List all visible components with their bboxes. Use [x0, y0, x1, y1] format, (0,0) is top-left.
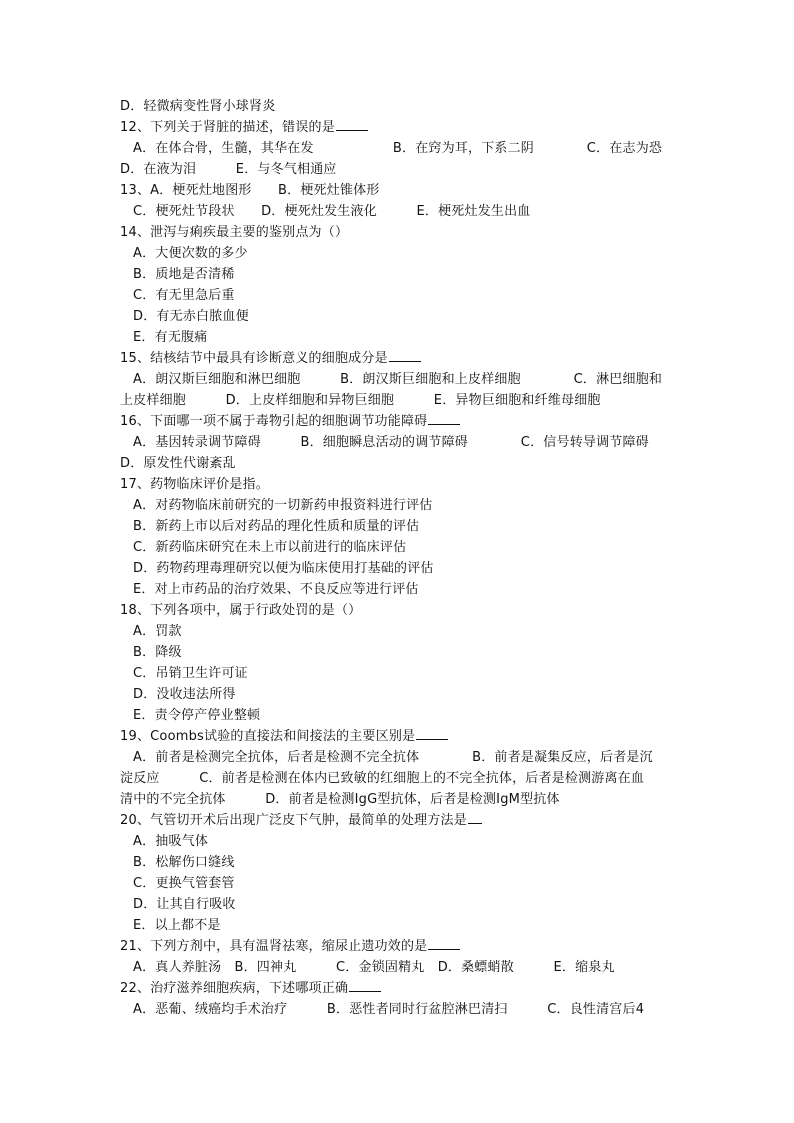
option-d — [133, 558, 693, 579]
options-line — [133, 201, 693, 222]
options-line — [133, 432, 693, 453]
answer-blank — [468, 810, 482, 824]
text-line: A．基因转录调节障碍 B．细胞瞬息活动的调节障碍 C．信号转导调节障碍 — [133, 435, 649, 450]
option-b — [133, 516, 693, 537]
text-line: C．吊销卫生许可证 — [133, 666, 248, 681]
answer-blank — [428, 411, 460, 425]
question-18 — [120, 600, 680, 621]
text-line: B．松解伤口缝线 — [133, 855, 235, 870]
question-20 — [120, 810, 680, 831]
question-16 — [120, 411, 680, 432]
question-text: 17、药物临床评价是指。 — [120, 477, 269, 492]
text-line: A．大便次数的多少 — [133, 246, 248, 261]
text-line: A．在体合骨，生髓，其华在发 B．在窍为耳，下系二阴 C．在志为恐 — [133, 141, 663, 156]
option-e — [133, 915, 693, 936]
question-15 — [120, 348, 680, 369]
text-line: E．有无腹痛 — [133, 330, 208, 345]
options-line — [120, 453, 680, 474]
text-line: D．药物药理毒理研究以便为临床使用打基础的评估 — [133, 561, 434, 576]
text-line: E．责令停产停业整顿 — [133, 708, 261, 723]
text-line: A．朗汉斯巨细胞和淋巴细胞 B．朗汉斯巨细胞和上皮样细胞 C．淋巴细胞和 — [133, 372, 663, 387]
option-e — [133, 579, 693, 600]
options-line — [120, 390, 680, 411]
option-a — [133, 495, 693, 516]
option-c — [133, 873, 693, 894]
question-19 — [120, 726, 680, 747]
options-line — [133, 369, 693, 390]
option-e — [133, 327, 693, 348]
option-c — [133, 663, 693, 684]
option-e — [133, 705, 693, 726]
option-a — [133, 243, 693, 264]
option-a — [133, 831, 693, 852]
text-line: A．前者是检测完全抗体，后者是检测不完全抗体 B．前者是凝集反应，后者是沉 — [133, 750, 653, 765]
question-13 — [120, 180, 680, 201]
answer-blank — [336, 117, 368, 131]
option-c — [133, 537, 693, 558]
question-14 — [120, 222, 680, 243]
option-a — [133, 621, 693, 642]
text-line: A．真人养脏汤 B．四神丸 C．金锁固精丸 D．桑螵蛸散 E．缩泉丸 — [133, 960, 615, 975]
question-17 — [120, 474, 680, 495]
option-d — [133, 306, 693, 327]
text-line: A．罚款 — [133, 624, 182, 639]
question-text: 16、下面哪一项不属于毒物引起的细胞调节功能障碍 — [120, 414, 428, 429]
text-line: C．更换气管套管 — [133, 876, 235, 891]
text-line: D．原发性代谢紊乱 — [120, 456, 236, 471]
question-text: 18、下列各项中，属于行政处罚的是（） — [120, 603, 362, 618]
question-text: 21、下列方剂中，具有温肾祛寒，缩尿止遗功效的是 — [120, 939, 428, 954]
option-c — [133, 285, 693, 306]
question-text: 14、泄泻与痢疾最主要的鉴别点为（） — [120, 225, 349, 240]
options-line — [133, 138, 693, 159]
options-line — [120, 768, 680, 789]
text-line: D．有无赤白脓血便 — [133, 309, 249, 324]
option-b — [133, 264, 693, 285]
question-text: 13、A．梗死灶地图形 B．梗死灶锥体形 — [120, 183, 380, 198]
text-line: A．抽吸气体 — [133, 834, 209, 849]
text-line: D．轻微病变性肾小球肾炎 — [120, 99, 276, 114]
text-line: E．对上市药品的治疗效果、不良反应等进行评估 — [133, 582, 419, 597]
option-d — [133, 894, 693, 915]
text-line: D．没收违法所得 — [133, 687, 236, 702]
question-12 — [120, 117, 680, 138]
text-line: C．梗死灶节段状 D．梗死灶发生液化 E．梗死灶发生出血 — [133, 204, 531, 219]
answer-blank — [416, 726, 448, 740]
options-line — [120, 789, 680, 810]
text-line: D．让其自行吸收 — [133, 897, 236, 912]
text-line: C．有无里急后重 — [133, 288, 235, 303]
text-line: D．在液为泪 E．与冬气相通应 — [120, 162, 337, 177]
option-b — [133, 642, 693, 663]
text-line: B．新药上市以后对药品的理化性质和质量的评估 — [133, 519, 420, 534]
text-line: 清中的不完全抗体 D．前者是检测IgG型抗体，后者是检测IgM型抗体 — [120, 792, 560, 807]
question-text: 12、下列关于肾脏的描述，错误的是 — [120, 120, 335, 135]
question-text: 22、治疗滋养细胞疾病，下述哪项正确 — [120, 981, 349, 996]
answer-blank — [428, 936, 460, 950]
option-d — [133, 684, 693, 705]
text-line: 淀反应 C．前者是检测在体内已致敏的红细胞上的不完全抗体，后者是检测游离在血 — [120, 771, 645, 786]
option-b — [133, 852, 693, 873]
option-d-line — [120, 96, 680, 117]
question-text: 15、结核结节中最具有诊断意义的细胞成分是 — [120, 351, 388, 366]
options-line — [133, 747, 693, 768]
question-text: 20、气管切开术后出现广泛皮下气肿，最简单的处理方法是 — [120, 813, 467, 828]
text-line: B．降级 — [133, 645, 182, 660]
question-21 — [120, 936, 680, 957]
text-line: A．恶葡、绒癌均手术治疗 B．恶性者同时行盆腔淋巴清扫 C．良性清宫后4 — [133, 1002, 645, 1017]
text-line: A．对药物临床前研究的一切新药申报资料进行评估 — [133, 498, 433, 513]
text-line: B．质地是否清稀 — [133, 267, 235, 282]
answer-blank — [389, 348, 421, 362]
text-line: 上皮样细胞 D．上皮样细胞和异物巨细胞 E．异物巨细胞和纤维母细胞 — [120, 393, 601, 408]
options-line — [133, 999, 693, 1020]
answer-blank — [349, 978, 381, 992]
text-line: C．新药临床研究在未上市以前进行的临床评估 — [133, 540, 407, 555]
question-text: 19、Coombs试验的直接法和间接法的主要区别是 — [120, 729, 416, 744]
question-22 — [120, 978, 680, 999]
options-line — [120, 159, 680, 180]
text-line: E．以上都不是 — [133, 918, 221, 933]
options-line — [133, 957, 693, 978]
